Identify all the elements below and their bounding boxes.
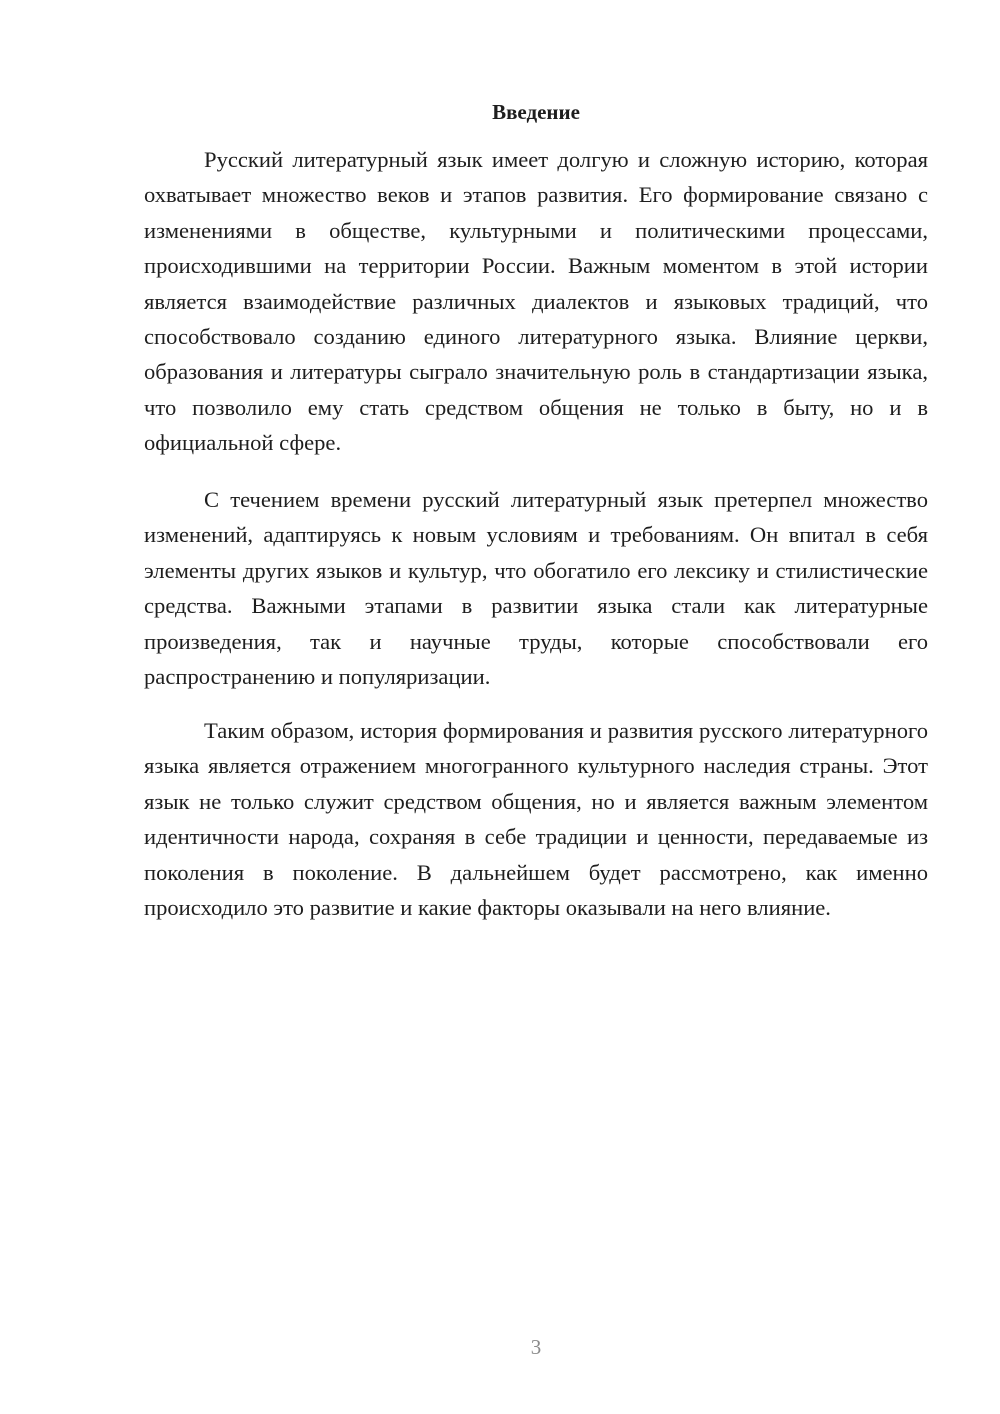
page-number: 3 (530, 1335, 542, 1359)
paragraph-3: Таким образом, история формирования и развития русского литературного языка является отражением многогранного культурного наследия страны. Этот язык не только служит средством общения, но и является важным элементом идентичности народа, сохраняя в себе традиции и ценности, передаваемые из поколения в поколение. В дальнейшем будет рассмотрено, как именно происходило это развитие и какие факторы оказывали на него влияние. (144, 718, 928, 921)
paragraph-1: Русский литературный язык имеет долгую и сложную историю, которая охватывает множество веков и этапов развития. Его формирование связано с изменениями в обществе, культурными и политическими процессами, происходившими на территории России. Важным моментом в этой истории является взаимодействие различных диалектов и языковых традиций, что способствовало созданию единого литературного языка. Влияние церкви, образования и литературы сыграло значительную роль в стандартизации языка, что позволило ему стать средством общения не только в быту, но и в официальной сфере. (144, 147, 928, 456)
paragraph-2: С течением времени русский литературный язык претерпел множество изменений, адаптируясь к новым условиям и требованиям. Он впитал в себя элементы других языков и культур, что обогатило его лексику и стилистические средства. Важными этапами в развитии языка стали как литературные произведения, так и научные труды, которые способствовали его распространению и популяризации. (144, 487, 928, 690)
section-title: Введение (492, 100, 580, 124)
